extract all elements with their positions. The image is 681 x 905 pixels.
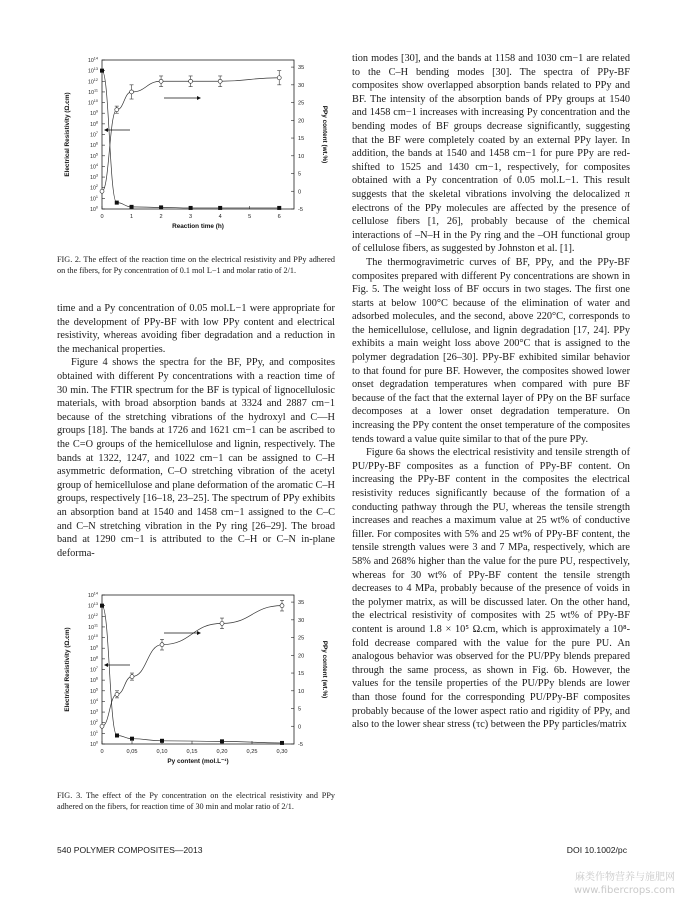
arrowhead-right [197,96,201,100]
resistivity-point [100,604,104,608]
tick-exponent: 14 [93,591,98,596]
watermark [574,871,675,897]
ppy-content-point [130,675,134,679]
left-tick-label: $10^{13}$ [87,602,98,610]
tick-exponent: 3 [95,708,98,713]
resistivity-point [159,205,163,209]
paragraph: The thermogravimetric curves of BF, PPy, and the PPy-BF composites prepared with different Py concentrations are shown in Fig. 5. The weight loss of BF occurs in two stages. The first one starts at below 100°C because of the elimination of water and adsorbed molecules, and the second, above 220°C, corresponds to the hemicellulose, cellulose, and lignin degradation [17, 24]. PPy exhibits a main weight loss above 200°C that is assigned to the polymer degradation [26–30]. PPy-BF exhibited similar behavior to that found for pure BF. However, the composites showed lower onset degradation temperatures when compared with pure BF because of the fact that the external layer of PPy on the BF surface decomposes at a lower onset degradation temperature. On increasing the PPy content the onset temperature of the composites tends toward a value quite similar to that of the pure PPy. [352,256,630,445]
watermark-title: 麻类作物营养与施肥网 [575,872,675,883]
tick-exponent: 11 [94,88,98,93]
left-tick-label: $10^7$ [90,131,98,139]
right-tick-label: 0 [298,189,302,196]
x-tick-label: 0,10 [156,749,168,755]
tick-exponent: 13 [93,67,98,72]
ppy-content-point [277,76,281,80]
tick-exponent: 11 [94,623,98,628]
ppy-content-point [189,79,193,83]
right-tick-label: 30 [298,82,305,89]
plot-frame [102,595,294,744]
left-axis-label: Electrical Resistivity (Ω.cm) [64,92,71,177]
resistivity-series-line [102,606,282,743]
resistivity-point [218,206,222,210]
arrowhead-right [197,631,201,635]
left-axis-label: Electrical Resistivity (Ω.cm) [64,627,71,712]
resistivity-point [277,206,281,210]
ppy-content-series-line [102,606,282,727]
left-tick-label: $10^8$ [90,120,98,128]
resistivity-point [280,741,284,745]
right-axis-label: PPy content (wt.%) [321,105,328,164]
right-tick-label: 10 [298,688,305,695]
ppy-content-point [100,724,104,728]
left-tick-label: $10^3$ [90,173,98,182]
right-tick-label: -5 [298,742,303,748]
right-tick-label: 15 [298,671,305,678]
x-tick-label: 1 [129,214,134,220]
tick-exponent: 5 [95,687,98,692]
paragraph: tion modes [30], and the bands at 1158 and 1030 cm−1 are related to the C–H bending modes [30]. The spectra of PPy-BF composites show overlapped absorption bands related to PPy and BF. The intensity of the absorption bands of PPy groups at 1540 and 1458 cm−1 increases with increasing Py concentration and the bending modes of BF groups decrease significantly, suggesting that the BF were completely coated by an external PPy layer. In addition, the bands at 1540 and 1458 cm−1 for pure PPy are red-shifted to 1525 and 1430 cm−1, respectively, for composites obtained with a Py concentration of 0.05 mol.L−1. This result suggests that the skeletal vibrations involving the delocalized π electrons of the PPy molecules are affected by the presence of cellulose fibers [1, 26], probably because of the chemical interactions of –N–H in the Py ring and the –OH functional group of cellulose fibers, as suggested by Johnston et al. [1]. [352,53,630,255]
tick-exponent: 9 [95,109,98,114]
arrowhead-left [104,128,108,132]
left-tick-label: $10^1$ [90,194,98,203]
tick-exponent: 12 [93,612,98,617]
right-tick-label: 25 [298,100,305,107]
x-tick-label: 0,15 [186,749,198,755]
x-tick-label: 0,05 [126,749,138,755]
left-tick-label: $10^1$ [90,729,98,738]
tick-exponent: 7 [95,666,98,670]
resistivity-point [160,739,164,743]
left-tick-label: $10^5$ [90,687,98,695]
right-tick-label: -5 [298,207,303,213]
right-tick-label: 5 [298,706,302,713]
left-tick-label: $10^{14}$ [87,591,98,599]
x-tick-label: 2 [159,214,163,220]
right-tick-label: 15 [298,136,305,143]
resistivity-point [130,205,134,209]
left-tick-label: $10^{13}$ [87,67,98,75]
tick-exponent: 4 [95,162,98,167]
left-tick-label: $10^{10}$ [87,99,98,107]
resistivity-point [100,69,104,73]
right-tick-label: 25 [298,635,305,642]
right-axis-label: PPy content (wt.%) [321,640,328,699]
left-tick-label: $10^{12}$ [87,612,98,621]
ppy-content-point [130,90,134,94]
resistivity-point [130,737,134,741]
ppy-content-point [100,189,104,193]
left-tick-label: $10^{10}$ [87,634,98,642]
left-tick-label: $10^6$ [90,676,98,685]
left-tick-label: $10^{12}$ [87,77,98,86]
tick-exponent: 1 [95,729,98,734]
tick-exponent: 10 [93,99,98,104]
figure-3-caption: FIG. 3. The effect of the Py concentration on the electrical resistivity and PPy adhered on the fibers, for reaction time of 30 min and molar ratio of 2/1. [57,791,335,811]
paragraph: Figure 6a shows the electrical resistivity and tensile strength of PU/PPy-BF composites as a function of PPy-BF content. On increasing the PPy-BF content in the composites the electrical resistivity reduces significantly because of the formation of a conducting pathway through the PU, whereas the tensile strength increases and reaches a maximum value at 25 wt% of conductive filler. For composites with 5% and 25 wt% of PPy-BF content, the tensile strength values were 3 and 7 MPa, respectively, which are 58% and 268% higher than the value for the pure PU, respectively, whereas for 30 wt% of PPy-BF content the tensile strength decreases to 4 MPa, probably because of the presence of voids in the polymer matrix, as will be discussed later. On the other hand, the electrical resistivity of composites with 25 wt% of PPy-BF content is around 1.8 × 10⁵ Ω.cm, which is approximately a 10⁸-fold decrease compared with the value for the pure PU. An analogous behavior was observed for the PU/PPy blends prepared through the same process, as shown in Fig. 6b. However, the values for the tensile properties of the PU/PPy blends are lower than those found for the corresponding PU/PPy-BF composites probably because of the lower aspect ratio and rigidity of PPy, and also to the lower shear stress (τc) between the PPy particles/matrix [352,447,630,731]
right-tick-label: 20 [298,118,305,125]
x-axis-label: Py content (mol.L⁻¹) [167,758,229,765]
tick-exponent: 14 [93,56,98,61]
left-tick-label: $10^{14}$ [87,56,98,64]
tick-exponent: 0 [95,740,98,745]
ppy-content-series-line [102,78,279,192]
paragraph: time and a Py concentration of 0.05 mol.L−1 were appropriate for the development of PPy-BF with low PPy content and electrical resistivity, whereas avoiding fiber degradation and a reduction in the mechanical properties. [57,303,335,355]
figure-2-caption: FIG. 2. The effect of the reaction time on the electrical resistivity and PPy adhered on the fibers, for Py concentration of 0.1 mol L−1 and molar ratio of 2/1. [57,255,335,275]
tick-exponent: 6 [95,676,98,681]
footer-journal: 540 POLYMER COMPOSITES—2013 [57,845,203,855]
tick-exponent: 4 [95,697,98,702]
tick-exponent: 2 [95,184,98,189]
right-tick-label: 5 [298,171,302,178]
right-tick-label: 35 [298,600,305,607]
watermark-url: www.fibercrops.com [573,885,675,896]
figure-2-chart [57,52,335,247]
x-tick-label: 3 [189,214,193,220]
figure-3-chart [57,587,335,782]
tick-exponent: 6 [95,141,98,146]
tick-exponent: 10 [93,634,98,639]
left-column-text [57,302,335,560]
x-axis-label: Reaction time (h) [172,223,224,230]
left-tick-label: $10^0$ [90,740,98,748]
left-tick-label: $10^9$ [90,644,98,653]
left-tick-label: $10^4$ [90,162,98,171]
tick-exponent: 8 [95,655,98,660]
ppy-content-point [218,79,222,83]
left-tick-label: $10^2$ [90,719,98,727]
left-tick-label: $10^8$ [90,655,98,663]
left-tick-label: $10^9$ [90,109,98,118]
x-tick-label: 0,25 [246,749,258,755]
right-tick-label: 30 [298,617,305,624]
x-tick-label: 0,30 [276,749,288,755]
plot-frame [102,60,294,209]
tick-exponent: 1 [95,194,98,199]
left-tick-label: $10^7$ [90,666,98,674]
right-tick-label: 10 [298,153,305,160]
left-tick-label: $10^0$ [90,205,98,213]
left-tick-label: $10^{11}$ [88,623,98,631]
arrowhead-left [104,663,108,667]
tick-exponent: 2 [95,719,98,724]
tick-exponent: 9 [95,644,98,649]
right-tick-label: 35 [298,65,305,72]
left-tick-label: $10^{11}$ [88,88,98,96]
ppy-content-point [159,79,163,83]
x-tick-label: 0 [100,749,104,755]
ppy-content-point [115,108,119,112]
resistivity-point [115,201,119,205]
right-tick-label: 0 [298,724,302,731]
resistivity-series-line [102,71,279,208]
tick-exponent: 0 [95,205,98,210]
left-tick-label: $10^3$ [90,708,98,717]
left-tick-label: $10^6$ [90,141,98,150]
left-tick-label: $10^4$ [90,697,98,706]
ppy-content-point [220,621,224,625]
x-tick-label: 5 [248,214,252,220]
ppy-content-point [115,692,119,696]
ppy-content-point [280,604,284,608]
x-tick-label: 0,20 [216,749,228,755]
x-tick-label: 0 [100,214,104,220]
tick-exponent: 7 [95,131,98,135]
left-tick-label: $10^2$ [90,184,98,192]
left-tick-label: $10^5$ [90,152,98,160]
tick-exponent: 12 [93,77,98,82]
right-tick-label: 20 [298,653,305,660]
paragraph: Figure 4 shows the spectra for the BF, PPy, and composites obtained with different Py concentrations with a reaction time of 30 min. The FTIR spectrum for the BF is typical of lignocellulosic materials, with broad absorption bands at 3324 and 2887 cm−1 because of the stretching vibrations of the hydroxyl and C—H groups [18]. The bands at 1726 and 1621 cm−1 can be ascribed to the C=O groups of the hemicellulose and lignin, respectively. The bands at 1322, 1247, and 1022 cm−1 can be assigned to C–H asymmetric deformation, C–O stretching vibration of the acetyl group of hemicellulose and plane deformation of the aromatic C–H groups, respectively [16–18, 23–25]. The spectrum of PPy exhibits an absorption band at 1540 and 1458 cm−1 assigned to the C–C and C–N stretching vibration in the Py ring [26–29]. The broad band at 1290 cm−1 is attributed to the C–H or C–N in-plane deforma- [57,357,335,559]
x-tick-label: 4 [218,214,222,220]
footer-doi: DOI 10.1002/pc [566,845,627,855]
tick-exponent: 8 [95,120,98,125]
resistivity-point [115,733,119,737]
tick-exponent: 13 [93,602,98,607]
ppy-content-point [160,643,164,647]
resistivity-point [189,206,193,210]
tick-exponent: 3 [95,173,98,178]
right-column-text [352,52,630,732]
resistivity-point [220,739,224,743]
tick-exponent: 5 [95,152,98,157]
x-tick-label: 6 [277,214,281,220]
